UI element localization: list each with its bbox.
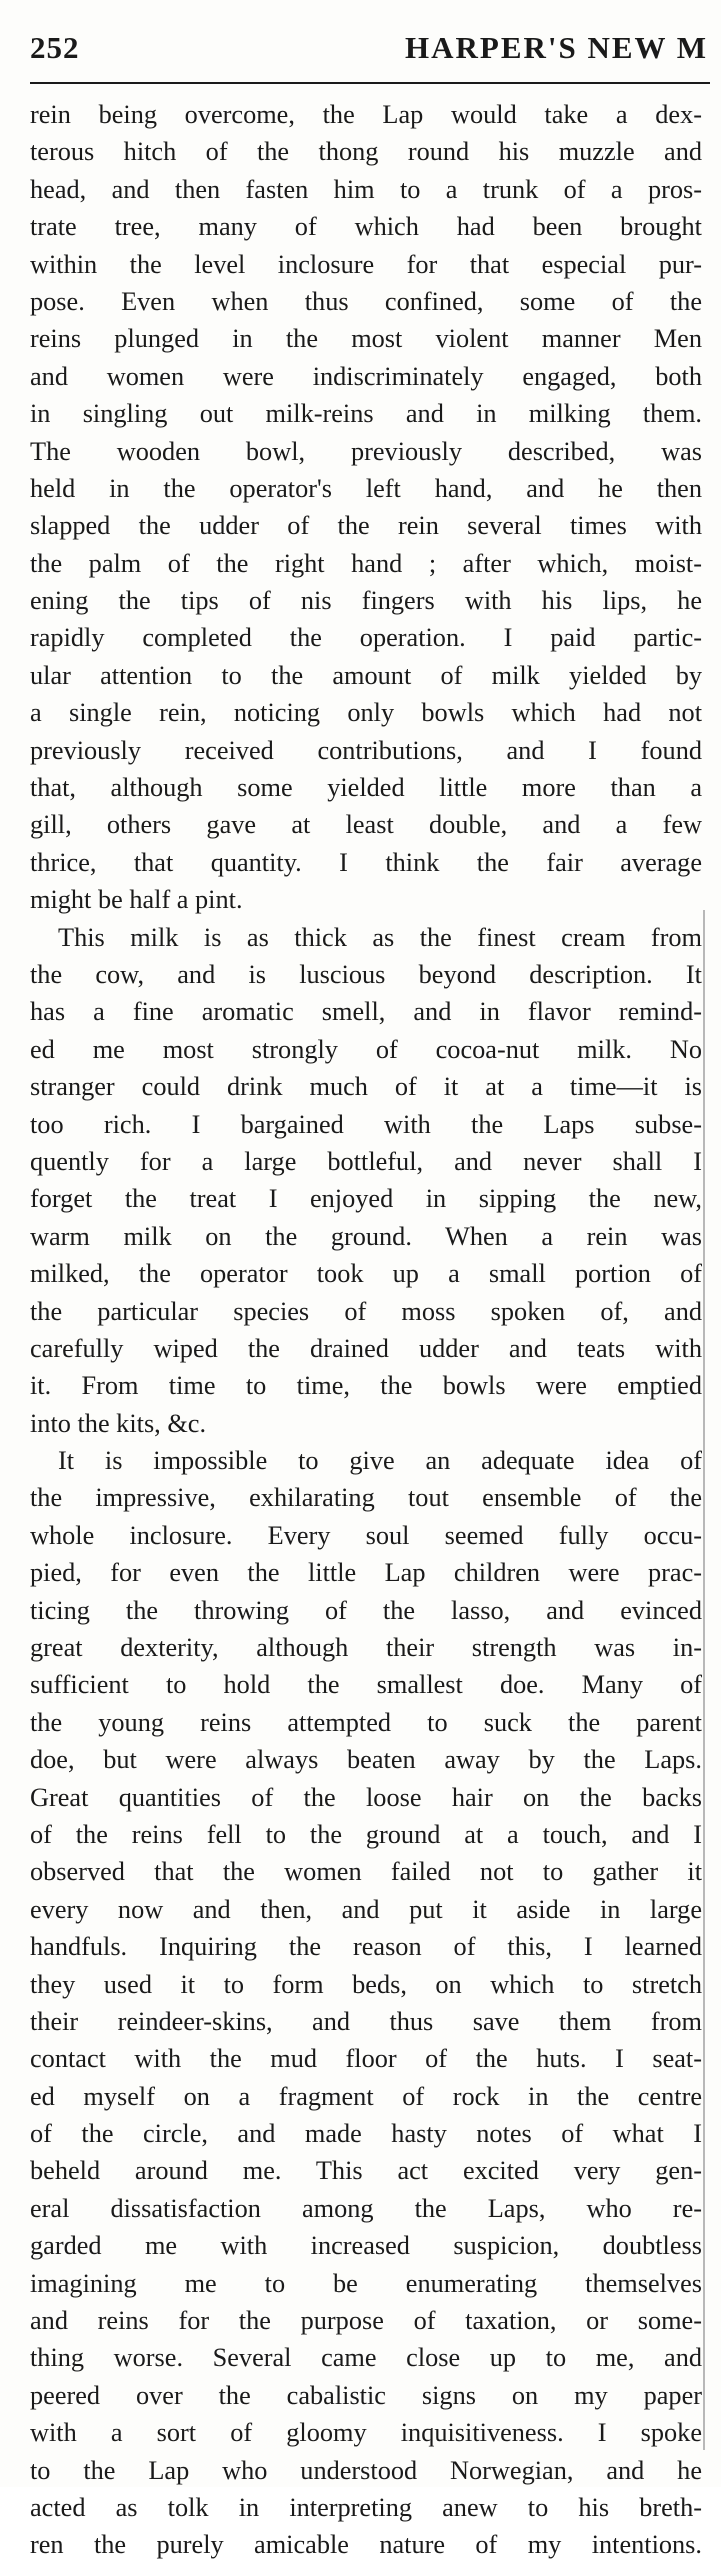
text-line: milked, the operator took up a small portion of [30, 1259, 702, 1289]
text-line: warm milk on the ground. When a rein was [30, 1221, 702, 1251]
text-column [30, 96, 702, 2564]
column-edge-rule [703, 910, 705, 2450]
text-line: within the level inclosure for that especial pur- [30, 249, 702, 279]
text-line: acted as tolk in interpreting anew to his breth- [30, 2493, 702, 2522]
text-line: stranger could drink much of it at a time—it is [30, 1072, 702, 1102]
text-line: ed myself on a fragment of rock in the centre [30, 2081, 702, 2111]
page-header [30, 30, 710, 80]
text-line: of the reins fell to the ground at a touch, and I [30, 1819, 702, 1849]
text-line: pose. Even when thus confined, some of the [30, 286, 702, 316]
text-line: it. From time to time, the bowls were emptied [30, 1371, 702, 1401]
text-line: contact with the mud floor of the huts. I seat- [30, 2044, 702, 2074]
text-line: too rich. I bargained with the Laps subse- [30, 1109, 702, 1139]
text-line: eral dissatisfaction among the Laps, who re- [30, 2193, 702, 2223]
text-line: reins plunged in the most violent manner Men [30, 324, 702, 354]
text-line: great dexterity, although their strength was in- [30, 1633, 702, 1663]
text-line: they used it to form beds, on which to stretch [30, 1969, 702, 1999]
text-line: quently for a large bottleful, and never shall I [30, 1146, 702, 1176]
text-line: in singling out milk-reins and in milking them. [30, 399, 702, 429]
text-line: ening the tips of nis fingers with his lips, he [30, 586, 702, 616]
text-line: held in the operator's left hand, and he then [30, 473, 702, 503]
text-line: rein being overcome, the Lap would take a dex- [30, 100, 702, 129]
text-line: thrice, that quantity. I think the fair average [30, 847, 702, 877]
text-line: the palm of the right hand ; after which, moist- [30, 548, 702, 578]
text-line: and reins for the purpose of taxation, or some- [30, 2306, 702, 2336]
text-line: doe, but were always beaten away by the Laps. [30, 1745, 702, 1775]
text-line: the young reins attempted to suck the parent [30, 1707, 702, 1737]
text-line: to the Lap who understood Norwegian, and he [30, 2455, 702, 2485]
text-line: the particular species of moss spoken of, and [30, 1296, 702, 1326]
text-line: imagining me to be enumerating themselves [30, 2268, 702, 2298]
text-line: carefully wiped the drained udder and teats with [30, 1333, 702, 1363]
text-line: ular attention to the amount of milk yielded by [30, 660, 702, 690]
paragraph-end-line: into the kits, &c. [30, 1408, 207, 1438]
text-line: garded me with increased suspicion, doubtless [30, 2231, 702, 2261]
text-line: rapidly completed the operation. I paid partic- [30, 623, 702, 653]
text-line: with a sort of gloomy inquisitiveness. I spoke [30, 2418, 702, 2448]
text-line: a single rein, noticing only bowls which had not [30, 698, 702, 728]
paragraph-end-line: might be half a pint. [30, 885, 243, 915]
text-line: forget the treat I enjoyed in sipping the new, [30, 1184, 702, 1214]
text-line: beheld around me. This act excited very gen- [30, 2156, 702, 2186]
text-line: ticing the throwing of the lasso, and evinced [30, 1595, 702, 1625]
text-line: of the circle, and made hasty notes of what I [30, 2119, 702, 2149]
text-line: pied, for even the little Lap children were prac- [30, 1558, 702, 1588]
text-line: sufficient to hold the smallest doe. Many of [30, 1670, 702, 1700]
text-line: handfuls. Inquiring the reason of this, I learned [30, 1932, 702, 1962]
text-line: peered over the cabalistic signs on my paper [30, 2380, 702, 2410]
text-line: previously received contributions, and I found [30, 735, 702, 765]
running-title: HARPER'S NEW M [405, 30, 709, 65]
text-line: and women were indiscriminately engaged, both [30, 361, 702, 391]
text-line: ren the purely amicable nature of my intentions. [30, 2530, 702, 2560]
text-line: the cow, and is luscious beyond description. It [30, 959, 702, 989]
text-line: terous hitch of the thong round his muzzle and [30, 137, 702, 167]
text-line: trate tree, many of which had been brought [30, 212, 702, 242]
text-line: Great quantities of the loose hair on the backs [30, 1782, 702, 1812]
paragraph-start-line: It is impossible to give an adequate idea of [58, 1446, 702, 1476]
header-rule [30, 82, 710, 84]
text-line: head, and then fasten him to a trunk of a pros- [30, 174, 702, 204]
page-number: 252 [30, 30, 80, 65]
text-line: their reindeer-skins, and thus save them from [30, 2006, 702, 2036]
text-line: the impressive, exhilarating tout ensemble of the [30, 1483, 702, 1513]
text-line: slapped the udder of the rein several times with [30, 511, 702, 541]
text-line: thing worse. Several came close up to me, and [30, 2343, 702, 2373]
text-line: gill, others gave at least double, and a few [30, 810, 702, 840]
text-line: every now and then, and put it aside in large [30, 1894, 702, 1924]
text-line: The wooden bowl, previously described, was [30, 436, 702, 466]
text-line: that, although some yielded little more than a [30, 773, 702, 803]
paragraph-start-line: This milk is as thick as the finest cream from [58, 922, 702, 952]
text-line: whole inclosure. Every soul seemed fully occu- [30, 1520, 702, 1550]
text-line: ed me most strongly of cocoa-nut milk. No [30, 1034, 702, 1064]
text-line: has a fine aromatic smell, and in flavor remind- [30, 997, 702, 1027]
text-line: observed that the women failed not to gather it [30, 1857, 702, 1887]
